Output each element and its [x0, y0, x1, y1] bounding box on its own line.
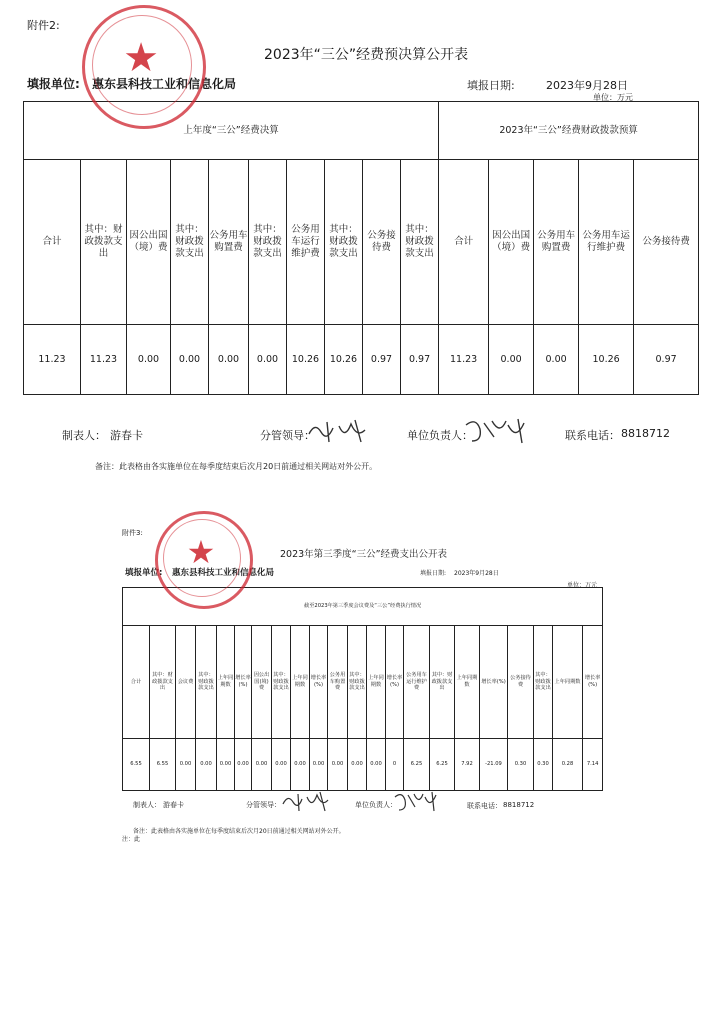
supervisor-signature-icon — [280, 789, 336, 815]
table-cell: 0.00 — [127, 325, 171, 395]
column-header: 上年同期数 — [553, 626, 583, 739]
table-row — [123, 739, 603, 791]
column-header: 公务用车购置费 — [534, 160, 579, 325]
head-signature-icon — [392, 789, 442, 815]
star-icon: ★ — [123, 35, 159, 81]
supervisor-label: 分管领导： — [246, 801, 281, 809]
phone-number: 8818712 — [503, 801, 535, 809]
maker-name: 游春卡 — [110, 429, 143, 442]
doc-title: 2023年“三公”经费预决算公开表 — [264, 47, 469, 63]
column-header: 上年同期数 — [291, 626, 310, 739]
column-header: 其中：财政拨款支出 — [81, 160, 127, 325]
table-cell: 0.30 — [534, 739, 553, 791]
table-cell: 0.00 — [489, 325, 534, 395]
table-cell: 0.00 — [196, 739, 217, 791]
column-header: 会议费 — [176, 626, 196, 739]
column-header: 其中：财政拨款支出 — [430, 626, 455, 739]
phone-number: 8818712 — [621, 427, 670, 440]
star-icon: ★ — [186, 533, 216, 571]
column-header: 增长率(%) — [480, 626, 508, 739]
column-header: 其中：财政拨款支出 — [325, 160, 363, 325]
column-header: 公务接待费 — [634, 160, 699, 325]
date-value: 2023年9月28日 — [546, 79, 628, 92]
column-header: 其中：财政拨款支出 — [196, 626, 217, 739]
official-seal — [155, 511, 253, 609]
table-cell: 0.00 — [291, 739, 310, 791]
table-cell: 0.28 — [553, 739, 583, 791]
table-cell: 0.00 — [249, 325, 287, 395]
column-header: 公务用车运行维护费 — [287, 160, 325, 325]
table-cell: 0.97 — [634, 325, 699, 395]
head-label: 单位负责人： — [355, 801, 397, 809]
table-cell: 0.00 — [310, 739, 328, 791]
table-cell: 0.00 — [272, 739, 291, 791]
unit-name: 惠东县科技工业和信息化局 — [92, 77, 237, 91]
table-cell: 7.92 — [455, 739, 480, 791]
attachment-label: 附件2: — [27, 19, 60, 32]
table-cell: 0.00 — [348, 739, 367, 791]
table-cell: 10.26 — [325, 325, 363, 395]
table-cell: 0.00 — [209, 325, 249, 395]
table-cell: 0.00 — [171, 325, 209, 395]
table-cell: 10.26 — [579, 325, 634, 395]
supervisor-signature-icon — [305, 416, 375, 446]
table-cell: 0.00 — [217, 739, 235, 791]
supervisor-label: 分管领导： — [260, 429, 315, 442]
date-label: 填报日期: — [420, 570, 447, 577]
doc-title: 2023年第三季度“三公”经费支出公开表 — [280, 549, 448, 560]
phone-label: 联系电话： — [467, 802, 502, 810]
note: 备注：此表格由各实施单位在每季度结束后次月20日前通过相关网站对外公开。 — [95, 462, 378, 471]
table-cell: 0.97 — [401, 325, 439, 395]
maker-name: 游春卡 — [163, 801, 184, 809]
column-header: 上年同期数 — [455, 626, 480, 739]
currency-unit: 单位：万元 — [567, 582, 598, 589]
column-header: 因公出国（境）费 — [489, 160, 534, 325]
column-header: 增长率(%) — [583, 626, 603, 739]
unit-name: 惠东县科技工业和信息化局 — [172, 568, 275, 578]
table-cell: 11.23 — [81, 325, 127, 395]
column-header: 公务接待费 — [363, 160, 401, 325]
head-label: 单位负责人： — [407, 429, 473, 442]
attachment-label: 附件3: — [122, 529, 143, 537]
table-row — [24, 325, 699, 395]
table-cell: 6.25 — [404, 739, 430, 791]
column-header: 其中：财政拨款支出 — [348, 626, 367, 739]
date-label: 填报日期: — [467, 79, 515, 92]
note: 备注：此表格由各实施单位在每季度结束后次月20日前通过相关网站对外公开。 — [133, 828, 345, 835]
column-header: 因公出国（境）费 — [127, 160, 171, 325]
unit-label: 填报单位: — [27, 77, 80, 91]
unit-label: 填报单位: — [125, 568, 163, 578]
column-header: 公务用车运行维护费 — [404, 626, 430, 739]
table-cell: 0.00 — [534, 325, 579, 395]
table-cell: 0 — [386, 739, 404, 791]
table-cell: 6.25 — [430, 739, 455, 791]
table-cell: 6.55 — [123, 739, 150, 791]
table-cell: 0.97 — [363, 325, 401, 395]
column-header: 其中：财政拨款支出 — [171, 160, 209, 325]
column-header: 增长率(%) — [310, 626, 328, 739]
column-header: 增长率(%) — [386, 626, 404, 739]
column-header: 上年同期数 — [367, 626, 386, 739]
note-extra: 注：此 — [122, 836, 141, 843]
column-header: 合计 — [123, 626, 150, 739]
column-header: 合计 — [439, 160, 489, 325]
column-header: 因公出国(境)费 — [252, 626, 272, 739]
maker-label: 制表人： — [133, 801, 161, 809]
group-header-right: 2023年“三公”经费财政拨款预算 — [439, 102, 699, 160]
head-signature-icon — [462, 415, 534, 447]
group-header-left: 上年度“三公”经费决算 — [24, 102, 439, 160]
table-cell: 11.23 — [439, 325, 489, 395]
column-header: 上年同期数 — [217, 626, 235, 739]
column-header: 公务用车运行维护费 — [579, 160, 634, 325]
column-header: 其中：财政拨款支出 — [249, 160, 287, 325]
table-cell: 0.30 — [508, 739, 534, 791]
currency-unit: 单位：万元 — [593, 93, 633, 102]
table-cell: 11.23 — [24, 325, 81, 395]
table-cell: 0.00 — [176, 739, 196, 791]
column-header: 其中：财政拨款支出 — [150, 626, 176, 739]
table-cell: 6.55 — [150, 739, 176, 791]
column-header: 其中：财政拨款支出 — [272, 626, 291, 739]
column-header: 其中：财政拨款支出 — [401, 160, 439, 325]
date-value: 2023年9月28日 — [454, 570, 499, 577]
budget-table — [23, 101, 699, 395]
table-cell: 0.00 — [367, 739, 386, 791]
table-cell: 0.00 — [235, 739, 252, 791]
column-header: 合计 — [24, 160, 81, 325]
column-header: 增长率(%) — [235, 626, 252, 739]
group-header: 截至2023年第三季度会议费及“三公”经费执行情况 — [123, 588, 603, 626]
table-cell: 0.00 — [252, 739, 272, 791]
column-header: 公务用车购置费 — [328, 626, 348, 739]
quarterly-table — [122, 587, 603, 791]
table-cell: 7.14 — [583, 739, 603, 791]
table-cell: -21.09 — [480, 739, 508, 791]
maker-label: 制表人： — [62, 429, 106, 442]
column-header: 公务接待费 — [508, 626, 534, 739]
column-header: 公务用车购置费 — [209, 160, 249, 325]
column-header: 其中：财政拨款支出 — [534, 626, 553, 739]
official-seal — [82, 5, 206, 129]
table-cell: 10.26 — [287, 325, 325, 395]
table-cell: 0.00 — [328, 739, 348, 791]
phone-label: 联系电话： — [565, 429, 620, 442]
